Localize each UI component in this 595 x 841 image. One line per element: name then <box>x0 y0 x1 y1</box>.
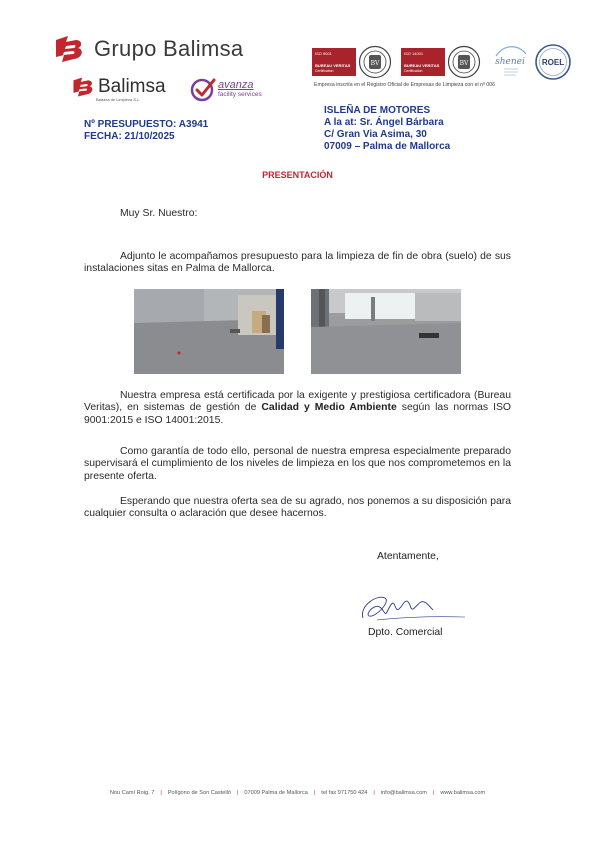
balimsa-b-icon <box>52 34 86 64</box>
recipient-company: ISLEÑA DE MOTORES <box>324 105 431 116</box>
registry-note: Empresa inscrita en el Registro Oficial de Empresas de Limpieza con el nº 006 <box>314 82 495 88</box>
letter-title: PRESENTACIÓN <box>262 170 333 180</box>
iso9001-cert-badge <box>312 45 397 79</box>
cert-label: Certification <box>315 69 334 73</box>
group-name: Grupo Balimsa <box>94 36 244 61</box>
cert-code: ISO 14001 <box>404 51 424 56</box>
cert-text-bold: Calidad y Medio Ambiente <box>261 402 397 414</box>
balimsa-b-small-icon <box>70 76 96 98</box>
footer-email[interactable]: info@balimsa.com <box>380 790 427 796</box>
paragraph-guarantee: Como garantía de todo ello, personal de nuestra empresa especialmente preparado supervisará el cumplimiento de los niveles de limpieza en los que nos comprometemos en la presente oferta. <box>84 446 511 482</box>
balimsa-logo <box>70 76 166 102</box>
bureau-veritas-seal-icon <box>358 45 392 79</box>
paragraph-closing: Esperando que nuestra oferta sea de su agrado, nos ponemos a su disposición para cualquier consulta o aclaración que desee hacernos. <box>84 496 511 520</box>
certifications <box>312 42 572 82</box>
avanza-logo <box>190 76 262 102</box>
shenei-logo-icon <box>490 42 530 82</box>
site-photo-1 <box>134 289 284 374</box>
avanza-check-icon <box>190 76 216 102</box>
salutation: Muy Sr. Nuestro: <box>120 208 198 219</box>
footer-website[interactable]: www.balimsa.com <box>440 790 486 796</box>
footer-city: 07009 Palma de Mallorca <box>244 790 308 796</box>
shenei-label: shenei <box>495 57 525 67</box>
closing: Atentamente, <box>377 551 439 562</box>
cert-label: Certification <box>404 69 423 73</box>
recipient-address: C/ Gran Via Asima, 30 <box>324 129 427 140</box>
footer-industrial-park: Polígono de Son Castelló <box>167 790 231 796</box>
cert-code: ISO 9001 <box>315 51 332 56</box>
paragraph-intro: Adjunto le acompañamos presupuesto para la limpieza de fin de obra (suelo) de sus instalaciones sitas en Palma de Mallorca. <box>84 251 511 275</box>
roel-logo-icon <box>534 43 572 81</box>
signature-image <box>355 588 470 628</box>
cert-text-b: según las normas ISO 9001:2015 e ISO 14001:2015. <box>84 402 511 426</box>
footer-phone: tel fax 971750 424 <box>321 790 368 796</box>
svg-text:BV: BV <box>370 60 380 67</box>
recipient-attention: A la at: Sr. Ángel Bárbara <box>324 117 444 128</box>
budget-block <box>84 119 208 143</box>
recipient-block <box>324 105 450 153</box>
budget-number: Nº PRESUPUESTO: A3941 <box>84 119 209 130</box>
avanza-subtitle: facility services <box>218 90 262 98</box>
cert-org: BUREAU VERITAS <box>404 63 440 68</box>
svg-text:BV: BV <box>459 60 469 67</box>
avanza-name: avanza <box>218 78 254 91</box>
paragraph-certification <box>84 390 511 427</box>
footer-address: Nou Camí Roig, 7 <box>109 790 155 796</box>
bureau-veritas-seal-icon <box>447 45 481 79</box>
department: Dpto. Comercial <box>368 627 443 638</box>
roel-label: ROEL <box>541 58 565 67</box>
cert-org: BUREAU VERITAS <box>315 63 351 68</box>
brand-name: Balimsa <box>98 76 166 97</box>
budget-date: FECHA: 21/10/2025 <box>84 131 175 142</box>
footer: Nou Camí Roig, 7 | Polígono de Son Castelló | 07009 Palma de Mallorca | tel fax 971750 424 | info@balimsa.com | www.balimsa.com <box>109 790 486 796</box>
site-photo-2 <box>311 289 461 374</box>
recipient-city: 07009 – Palma de Mallorca <box>324 141 451 152</box>
iso14001-cert-badge <box>401 45 486 79</box>
cert-text-a: Nuestra empresa está certificada por la exigente y prestigiosa certificadora (Bureau Veritas), en sistemas de gestión de <box>84 390 511 414</box>
grupo-balimsa-logo <box>52 34 243 64</box>
brand-subtitle: Balsera de Limpieza S.L. <box>96 97 141 102</box>
